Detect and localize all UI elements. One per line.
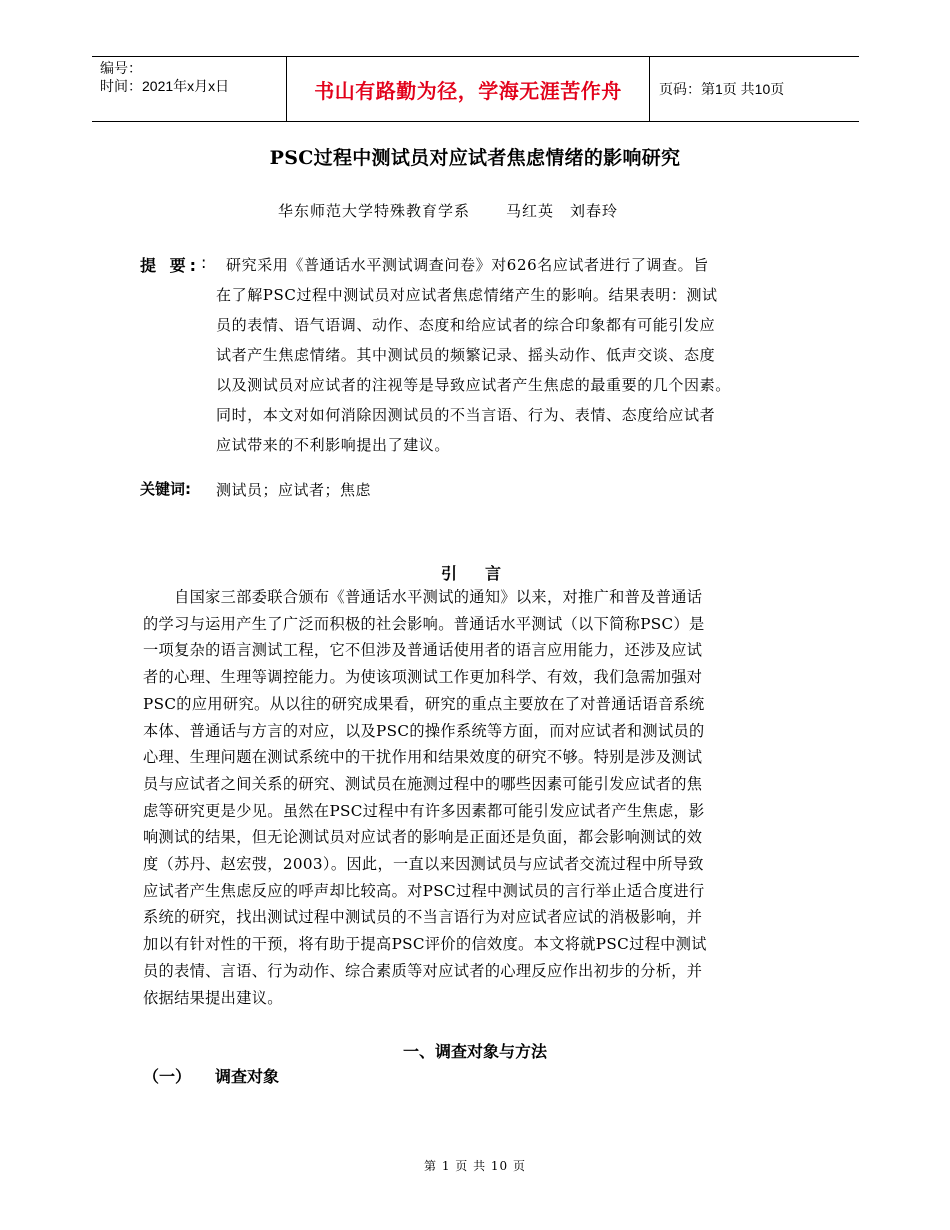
keywords-label: 关键词: [140,480,191,498]
intro-line: 自国家三部委联合颁布《普通话水平测试的通知》以来，对推广和普及普通话 [143,588,703,606]
abstract-line: 试者产生焦虑情绪。其中测试员的频繁记录、摇头动作、低声交谈、态度 [216,346,716,364]
intro-line: 者的心理、生理等调控能力。为使该项测试工作更加科学、有效，我们急需加强对 [143,668,703,687]
author-names: 马红英 刘春玲 [506,202,619,220]
document-number-label: 编号： [100,60,142,76]
paper-title: PSC过程中测试员对应试者焦虑情绪的影响研究 [269,147,681,169]
page-footer: 第 1 页 共 10 页 [424,1159,526,1173]
abstract-line: 以及测试员对应试者的注视等是导致应试者产生焦虑的最重要的几个因素。 [216,376,731,394]
subsection-heading [143,1064,279,1087]
intro-line: 加以有针对性的干预，将有助于提高PSC评价的信效度。本文将就PSC过程中测试 [143,935,707,954]
header-meta [92,57,286,121]
intro-line: 一项复杂的语言测试工程，它不但涉及普通话使用者的语言应用能力，还涉及应试 [143,641,703,660]
abstract-line: 应试带来的不利影响提出了建议。 [216,436,451,454]
intro-heading: 引言 [440,564,529,583]
header-page-number: 页码：第1页 共10页 [659,81,785,97]
intro-line: 依据结果提出建议。 [143,988,283,1007]
intro-line: 的学习与运用产生了广泛而积极的社会影响。普通话水平测试（以下简称PSC）是 [143,614,705,633]
intro-line: 响测试的结果，但无论测试员对应试者的影响是正面还是负面，都会影响测试的效 [143,828,703,847]
abstract-line: 同时，本文对如何消除因测试员的不当言语、行为、表情、态度给应试者 [216,406,716,424]
intro-line: 员的表情、言语、行为动作、综合素质等对应试者的心理反应作出初步的分析，并 [143,961,703,980]
subsection-number: （一） [143,1067,192,1086]
keywords-text: 测试员；应试者；焦虑 [216,481,372,499]
author-line [278,200,618,221]
abstract-line: 在了解PSC过程中测试员对应试者焦虑情绪产生的影响。结果表明：测试 [216,286,718,304]
affiliation: 华东师范大学特殊教育学系 [278,202,471,220]
abstract-line: 员的表情、语气语调、动作、态度和给应试者的综合印象都有可能引发应 [216,316,716,334]
intro-line: 应试者产生焦虑反应的呼声却比较高。对PSC过程中测试员的言行举止适合度进行 [143,881,705,900]
document-date-label: 时间：2021年x月x日 [100,78,230,94]
header-motto: 书山有路勤为径，学海无涯苦作舟 [286,57,650,121]
intro-line: 心理、生理问题在测试系统中的干扰作用和结果效度的研究不够。特别是涉及测试 [143,748,703,767]
abstract-label: 提 要: [140,256,200,275]
abstract-line: 研究采用《普通话水平测试调查问卷》对626名应试者进行了调查。旨 [226,256,709,274]
intro-line: PSC的应用研究。从以往的研究成果看，研究的重点主要放在了对普通话语音系统 [143,694,705,713]
intro-line: 度（苏丹、赵宏弢，2003）。因此，一直以来因测试员与应试者交流过程中所导致 [143,855,704,873]
abstract-colon: : [201,253,207,272]
intro-line: 系统的研究，找出测试过程中测试员的不当言语行为对应试者应试的消极影响，并 [143,908,703,927]
subsection-title: 调查对象 [215,1067,280,1086]
page-header [92,56,859,122]
intro-line: 本体、普通话与方言的对应，以及PSC的操作系统等方面，而对应试者和测试员的 [143,721,705,740]
intro-line: 员与应试者之间关系的研究、测试员在施测过程中的哪些因素可能引发应试者的焦 [143,774,703,793]
intro-line: 虑等研究更是少见。虽然在PSC过程中有许多因素都可能引发应试者产生焦虑，影 [143,801,705,820]
section-heading: 一、调查对象与方法 [402,1042,547,1061]
